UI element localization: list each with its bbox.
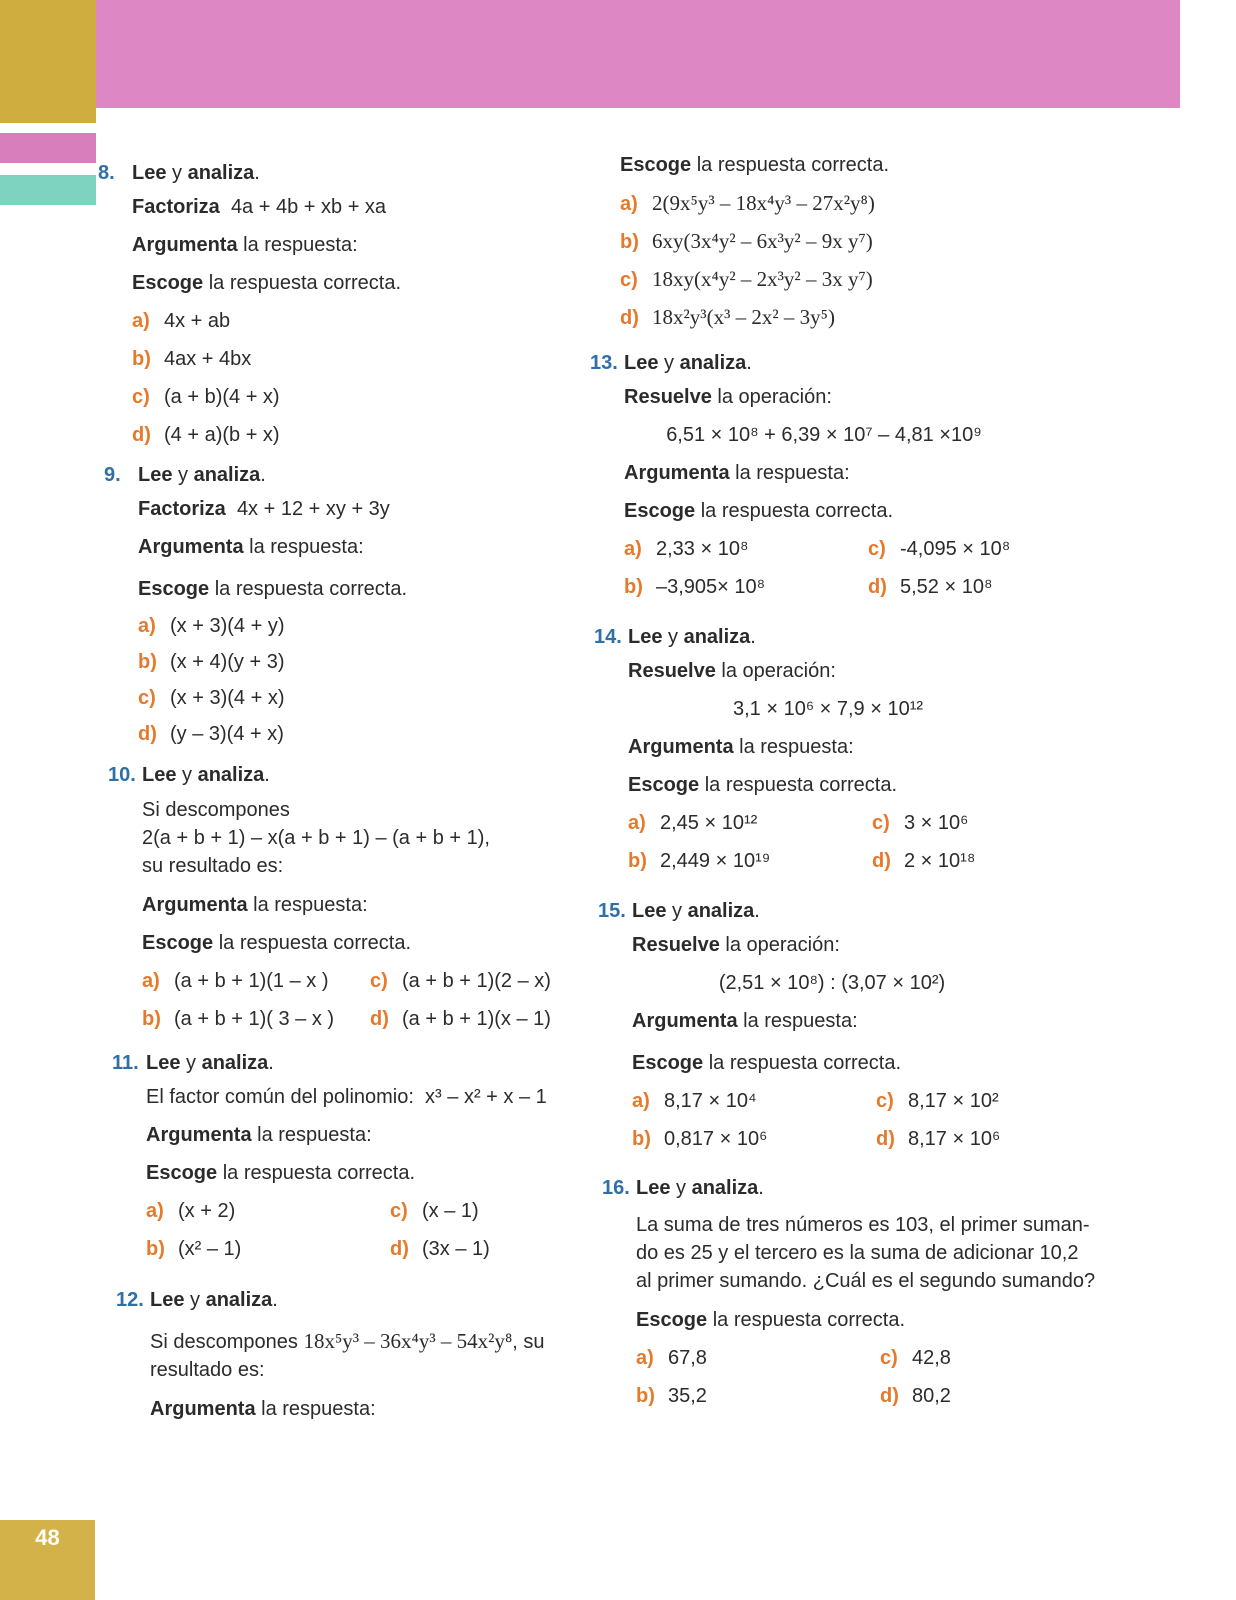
question-14 — [594, 622, 1098, 880]
option-c[interactable] — [132, 378, 602, 416]
instruction-text: la respuesta correcta. — [203, 272, 402, 294]
question-statement — [150, 1327, 620, 1384]
question-number: 13. — [590, 352, 618, 374]
option-label: b) — [138, 651, 157, 673]
option-d[interactable] — [138, 716, 608, 752]
escoge-line — [636, 1301, 1106, 1339]
option-text: 2 × 10¹⁸ — [904, 850, 976, 872]
instruction-verb: Escoge — [636, 1309, 708, 1331]
instruction-verb: Argumenta — [142, 894, 248, 916]
header-word-lee: Lee — [628, 626, 663, 648]
option-c[interactable] — [620, 260, 1090, 298]
option-c[interactable] — [876, 1082, 1066, 1120]
option-text: (3x – 1) — [422, 1238, 490, 1260]
instruction-verb: Argumenta — [624, 462, 730, 484]
option-label: d) — [880, 1385, 899, 1407]
options-grid — [142, 962, 582, 1038]
side-tab-teal — [0, 175, 96, 205]
header-word-lee: Lee — [624, 352, 659, 374]
option-label: d) — [876, 1128, 895, 1150]
option-text: 18xy(x⁴y² – 2x³y² – 3x y⁷) — [652, 267, 873, 291]
resuelve-line — [628, 652, 1098, 690]
instruction-verb: Argumenta — [150, 1398, 256, 1420]
instruction-text: la operación: — [715, 660, 836, 682]
question-header: 12. Lee y analiza. — [150, 1285, 620, 1315]
option-label: b) — [620, 231, 639, 253]
option-label: a) — [138, 615, 156, 637]
option-d[interactable] — [868, 568, 1058, 606]
expression: x³ – x² + x – 1 — [425, 1086, 547, 1108]
statement-line: resultado es: — [150, 1359, 265, 1381]
argumenta-line — [150, 1390, 620, 1428]
option-a[interactable] — [624, 530, 868, 568]
question-number: 11. — [112, 1052, 139, 1074]
statement-line — [146, 1078, 616, 1116]
instruction-text: la respuesta correcta. — [707, 1309, 906, 1331]
option-text: 4ax + 4bx — [164, 348, 252, 370]
resuelve-line — [624, 378, 1094, 416]
option-d[interactable] — [370, 1000, 570, 1038]
question-13 — [590, 348, 1094, 606]
header-word-analiza: analiza — [683, 626, 751, 648]
question-12 — [116, 1285, 620, 1428]
option-b[interactable] — [142, 1000, 370, 1038]
option-text: 42,8 — [912, 1347, 951, 1369]
question-8 — [98, 158, 602, 454]
instruction-text: la respuesta correcta. — [213, 932, 412, 954]
operation-expression: 3,1 × 10⁶ × 7,9 × 10¹² — [732, 698, 924, 720]
argumenta-line — [628, 728, 1098, 766]
option-d[interactable] — [390, 1230, 570, 1268]
header-word-lee: Lee — [138, 464, 173, 486]
option-c[interactable] — [138, 680, 608, 716]
option-label: c) — [620, 269, 638, 291]
option-a[interactable] — [132, 302, 602, 340]
option-text: (y – 3)(4 + x) — [170, 723, 284, 745]
option-label: b) — [628, 850, 647, 872]
option-b[interactable] — [146, 1230, 390, 1268]
argumenta-line — [132, 226, 602, 264]
escoge-line — [628, 766, 1098, 804]
question-12-continued — [620, 146, 1090, 336]
option-text: 2,45 × 10¹² — [660, 812, 758, 834]
statement-line: do es 25 y el tercero es la suma de adicionar 10,2 — [636, 1242, 1079, 1264]
statement-text: Si descompones — [150, 1331, 298, 1353]
instruction-verb: Argumenta — [138, 536, 244, 558]
argumenta-line — [146, 1116, 616, 1154]
option-text: 2,33 × 10⁸ — [656, 538, 749, 560]
statement-text: , su — [512, 1331, 545, 1353]
option-text: 2,449 × 10¹⁹ — [660, 850, 771, 872]
instruction-text: la respuesta: — [237, 234, 358, 256]
side-tab-pink — [0, 133, 96, 163]
instruction-text: la respuesta: — [733, 736, 854, 758]
option-label: b) — [142, 1008, 161, 1030]
instruction-text: la operación: — [719, 934, 840, 956]
header-word-analiza: analiza — [687, 900, 755, 922]
option-text: 0,817 × 10⁶ — [664, 1128, 768, 1150]
option-text: (a + b + 1)(2 – x) — [402, 970, 551, 992]
question-number: 15. — [598, 900, 626, 922]
option-a[interactable] — [636, 1339, 880, 1377]
option-text: (x + 2) — [178, 1200, 236, 1222]
options-grid — [624, 530, 1064, 606]
option-c[interactable] — [390, 1192, 570, 1230]
option-label: c) — [880, 1347, 898, 1369]
option-text: (a + b + 1)( 3 – x ) — [174, 1008, 335, 1030]
instruction-verb: Argumenta — [632, 1010, 738, 1032]
header-band-gold — [0, 0, 96, 123]
option-label: c) — [132, 386, 150, 408]
header-word-analiza: analiza — [201, 1052, 269, 1074]
option-text: -4,095 × 10⁸ — [900, 538, 1011, 560]
option-text: 4x + ab — [164, 310, 231, 332]
option-label: b) — [624, 576, 643, 598]
question-header: 8. Lee y analiza. — [132, 158, 602, 188]
option-d[interactable] — [872, 842, 1062, 880]
option-a[interactable] — [146, 1192, 390, 1230]
resuelve-line — [632, 926, 1102, 964]
option-text: (4 + a)(b + x) — [164, 424, 280, 446]
instruction-verb: Resuelve — [624, 386, 712, 408]
instruction-verb: Argumenta — [146, 1124, 252, 1146]
question-9 — [104, 460, 608, 752]
option-label: b) — [146, 1238, 165, 1260]
statement-line: La suma de tres números es 103, el primer suman- — [636, 1214, 1090, 1236]
option-a[interactable] — [138, 608, 608, 644]
option-text: 6xy(3x⁴y² – 6x³y² – 9x y⁷) — [652, 229, 873, 253]
statement-line: su resultado es: — [142, 855, 284, 877]
option-b[interactable] — [620, 222, 1090, 260]
option-text: 8,17 × 10² — [908, 1090, 999, 1112]
instruction-text: la respuesta: — [247, 894, 368, 916]
instruction-text: la respuesta: — [737, 1010, 858, 1032]
option-text: (x² – 1) — [178, 1238, 242, 1260]
question-number: 8. — [98, 162, 115, 184]
option-text: (a + b + 1)(x – 1) — [402, 1008, 551, 1030]
option-label: c) — [138, 687, 156, 709]
header-word-y: y — [666, 900, 688, 922]
instruction-text: la respuesta correcta. — [209, 578, 408, 600]
option-c[interactable] — [880, 1339, 1070, 1377]
instruction-text: la respuesta correcta. — [217, 1162, 416, 1184]
header-word-lee: Lee — [146, 1052, 181, 1074]
escoge-line — [624, 492, 1094, 530]
option-label: a) — [132, 310, 150, 332]
option-b[interactable] — [132, 340, 602, 378]
option-b[interactable] — [138, 644, 608, 680]
option-text: 8,17 × 10⁴ — [664, 1090, 757, 1112]
question-statement — [142, 796, 612, 880]
question-number: 14. — [594, 626, 622, 648]
option-d[interactable] — [132, 416, 602, 454]
question-header: 15. Lee y analiza. — [632, 896, 1102, 926]
instruction-text: la respuesta: — [243, 536, 364, 558]
instruction-text: la respuesta correcta. — [699, 774, 898, 796]
instruction-verb: Escoge — [628, 774, 700, 796]
option-text: 5,52 × 10⁸ — [900, 576, 993, 598]
option-a[interactable] — [620, 184, 1090, 222]
instruction-text: la respuesta correcta. — [703, 1052, 902, 1074]
option-text: (x + 3)(4 + x) — [170, 687, 285, 709]
option-text: (a + b)(4 + x) — [164, 386, 280, 408]
option-label: a) — [146, 1200, 164, 1222]
instruction-verb: Escoge — [620, 154, 692, 176]
instruction-text: la operación: — [711, 386, 832, 408]
option-label: c) — [370, 970, 388, 992]
option-c[interactable] — [872, 804, 1062, 842]
header-word-y: y — [176, 764, 198, 786]
escoge-line — [142, 924, 612, 962]
option-b[interactable] — [636, 1377, 880, 1415]
option-text: 18x²y³(x³ – 2x² – 3y⁵) — [652, 305, 835, 329]
argumenta-line — [624, 454, 1094, 492]
option-b[interactable] — [628, 842, 872, 880]
operation-expression: 6,51 × 10⁸ + 6,39 × 10⁷ – 4,81 ×10⁹ — [666, 424, 982, 446]
question-15 — [598, 896, 1102, 1158]
option-text: 8,17 × 10⁶ — [908, 1128, 1001, 1150]
instruction-verb: Factoriza — [138, 498, 226, 520]
argumenta-line — [138, 528, 608, 566]
instruction-verb: Resuelve — [628, 660, 716, 682]
option-label: d) — [138, 723, 157, 745]
instruction-text: la respuesta: — [255, 1398, 376, 1420]
question-16 — [602, 1173, 1106, 1415]
option-label: d) — [872, 850, 891, 872]
header-word-lee: Lee — [142, 764, 177, 786]
option-label: b) — [632, 1128, 651, 1150]
header-word-lee: Lee — [150, 1289, 185, 1311]
instruction-text: la respuesta correcta. — [691, 154, 890, 176]
header-word-y: y — [180, 1052, 202, 1074]
header-word-y: y — [662, 626, 684, 648]
header-word-y: y — [670, 1177, 692, 1199]
instruction-text: la respuesta correcta. — [695, 500, 894, 522]
option-a[interactable] — [142, 962, 370, 1000]
instruction-text: la respuesta: — [251, 1124, 372, 1146]
instruction-verb: Escoge — [624, 500, 696, 522]
option-label: c) — [868, 538, 886, 560]
expression: 18x⁵y³ – 36x⁴y³ – 54x²y⁸ — [303, 1329, 513, 1353]
statement-line — [150, 1327, 620, 1356]
expression: 4x + 12 + xy + 3y — [236, 498, 390, 520]
statement-line: al primer sumando. ¿Cuál es el segundo sumando? — [636, 1270, 1096, 1292]
escoge-line — [620, 146, 1090, 184]
factoriza-line — [138, 490, 608, 528]
question-header: 9. Lee y analiza. — [138, 460, 608, 490]
page-number: 48 — [0, 1520, 95, 1600]
statement-line: 2(a + b + 1) – x(a + b + 1) – (a + b + 1), — [142, 827, 490, 849]
header-word-analiza: analiza — [187, 162, 255, 184]
option-label: c) — [876, 1090, 894, 1112]
argumenta-line — [142, 886, 612, 924]
option-label: d) — [868, 576, 887, 598]
option-text: –3,905× 10⁸ — [656, 576, 766, 598]
question-header: 11. Lee y analiza. — [146, 1048, 616, 1078]
question-11 — [112, 1048, 616, 1268]
instruction-text: la respuesta: — [729, 462, 850, 484]
question-number: 10. — [108, 764, 136, 786]
argumenta-line — [632, 1002, 1102, 1040]
statement-line: Si descompones — [142, 799, 290, 821]
option-text: (a + b + 1)(1 – x ) — [174, 970, 329, 992]
header-word-y: y — [184, 1289, 206, 1311]
escoge-line — [132, 264, 602, 302]
option-label: a) — [620, 193, 638, 215]
option-text: 3 × 10⁶ — [904, 812, 969, 834]
option-label: a) — [624, 538, 642, 560]
option-text: (x + 4)(y + 3) — [170, 651, 285, 673]
option-label: c) — [390, 1200, 408, 1222]
option-label: a) — [636, 1347, 654, 1369]
option-text: 80,2 — [912, 1385, 951, 1407]
header-word-analiza: analiza — [205, 1289, 273, 1311]
options-grid — [146, 1192, 586, 1268]
escoge-line — [146, 1154, 616, 1192]
question-number: 9. — [104, 464, 121, 486]
option-label: d) — [132, 424, 151, 446]
question-header: 10. Lee y analiza. — [142, 760, 612, 790]
option-text: 35,2 — [668, 1385, 707, 1407]
options-grid — [628, 804, 1068, 880]
option-a[interactable] — [628, 804, 872, 842]
instruction-verb: Argumenta — [628, 736, 734, 758]
option-d[interactable] — [876, 1120, 1066, 1158]
question-statement — [636, 1211, 1106, 1295]
option-label: a) — [632, 1090, 650, 1112]
option-label: b) — [636, 1385, 655, 1407]
header-word-lee: Lee — [132, 162, 167, 184]
question-number: 12. — [116, 1289, 144, 1311]
header-word-analiza: analiza — [193, 464, 261, 486]
header-word-lee: Lee — [636, 1177, 671, 1199]
option-text: (x – 1) — [422, 1200, 479, 1222]
instruction-verb: Escoge — [142, 932, 214, 954]
option-b[interactable] — [632, 1120, 876, 1158]
question-10 — [108, 760, 612, 1038]
option-label: d) — [390, 1238, 409, 1260]
options-grid — [632, 1082, 1072, 1158]
instruction-verb: Factoriza — [132, 196, 220, 218]
question-header: 13. Lee y analiza. — [624, 348, 1094, 378]
header-word-lee: Lee — [632, 900, 667, 922]
option-text: (x + 3)(4 + y) — [170, 615, 285, 637]
option-label: d) — [370, 1008, 389, 1030]
instruction-verb: Escoge — [632, 1052, 704, 1074]
option-label: a) — [628, 812, 646, 834]
option-d[interactable] — [620, 298, 1090, 336]
option-label: c) — [872, 812, 890, 834]
expression: 4a + 4b + xb + xa — [230, 196, 387, 218]
option-text: 67,8 — [668, 1347, 707, 1369]
header-word-analiza: analiza — [679, 352, 747, 374]
escoge-line — [138, 570, 608, 608]
instruction-verb: Escoge — [132, 272, 204, 294]
factoriza-line — [132, 188, 602, 226]
option-label: b) — [132, 348, 151, 370]
option-c[interactable] — [868, 530, 1058, 568]
option-text: 2(9x⁵y³ – 18x⁴y³ – 27x²y⁸) — [652, 191, 875, 215]
question-header: 14. Lee y analiza. — [628, 622, 1098, 652]
operation-expression: (2,51 × 10⁸) : (3,07 × 10²) — [718, 972, 946, 994]
header-word-y: y — [658, 352, 680, 374]
options-grid — [636, 1339, 1076, 1415]
instruction-verb: Escoge — [138, 578, 210, 600]
instruction-verb: Argumenta — [132, 234, 238, 256]
option-a[interactable] — [632, 1082, 876, 1120]
option-b[interactable] — [624, 568, 868, 606]
option-d[interactable] — [880, 1377, 1070, 1415]
instruction-verb: Escoge — [146, 1162, 218, 1184]
escoge-line — [632, 1044, 1102, 1082]
option-c[interactable] — [370, 962, 570, 1000]
question-header: 16. Lee y analiza. — [636, 1173, 1106, 1203]
statement-text: El factor común del polinomio: — [146, 1086, 414, 1108]
option-label: a) — [142, 970, 160, 992]
header-word-y: y — [166, 162, 188, 184]
header-word-analiza: analiza — [691, 1177, 759, 1199]
header-band-pink — [96, 0, 1180, 108]
instruction-verb: Resuelve — [632, 934, 720, 956]
option-label: d) — [620, 307, 639, 329]
header-word-analiza: analiza — [197, 764, 265, 786]
question-number: 16. — [602, 1177, 630, 1199]
header-word-y: y — [172, 464, 194, 486]
